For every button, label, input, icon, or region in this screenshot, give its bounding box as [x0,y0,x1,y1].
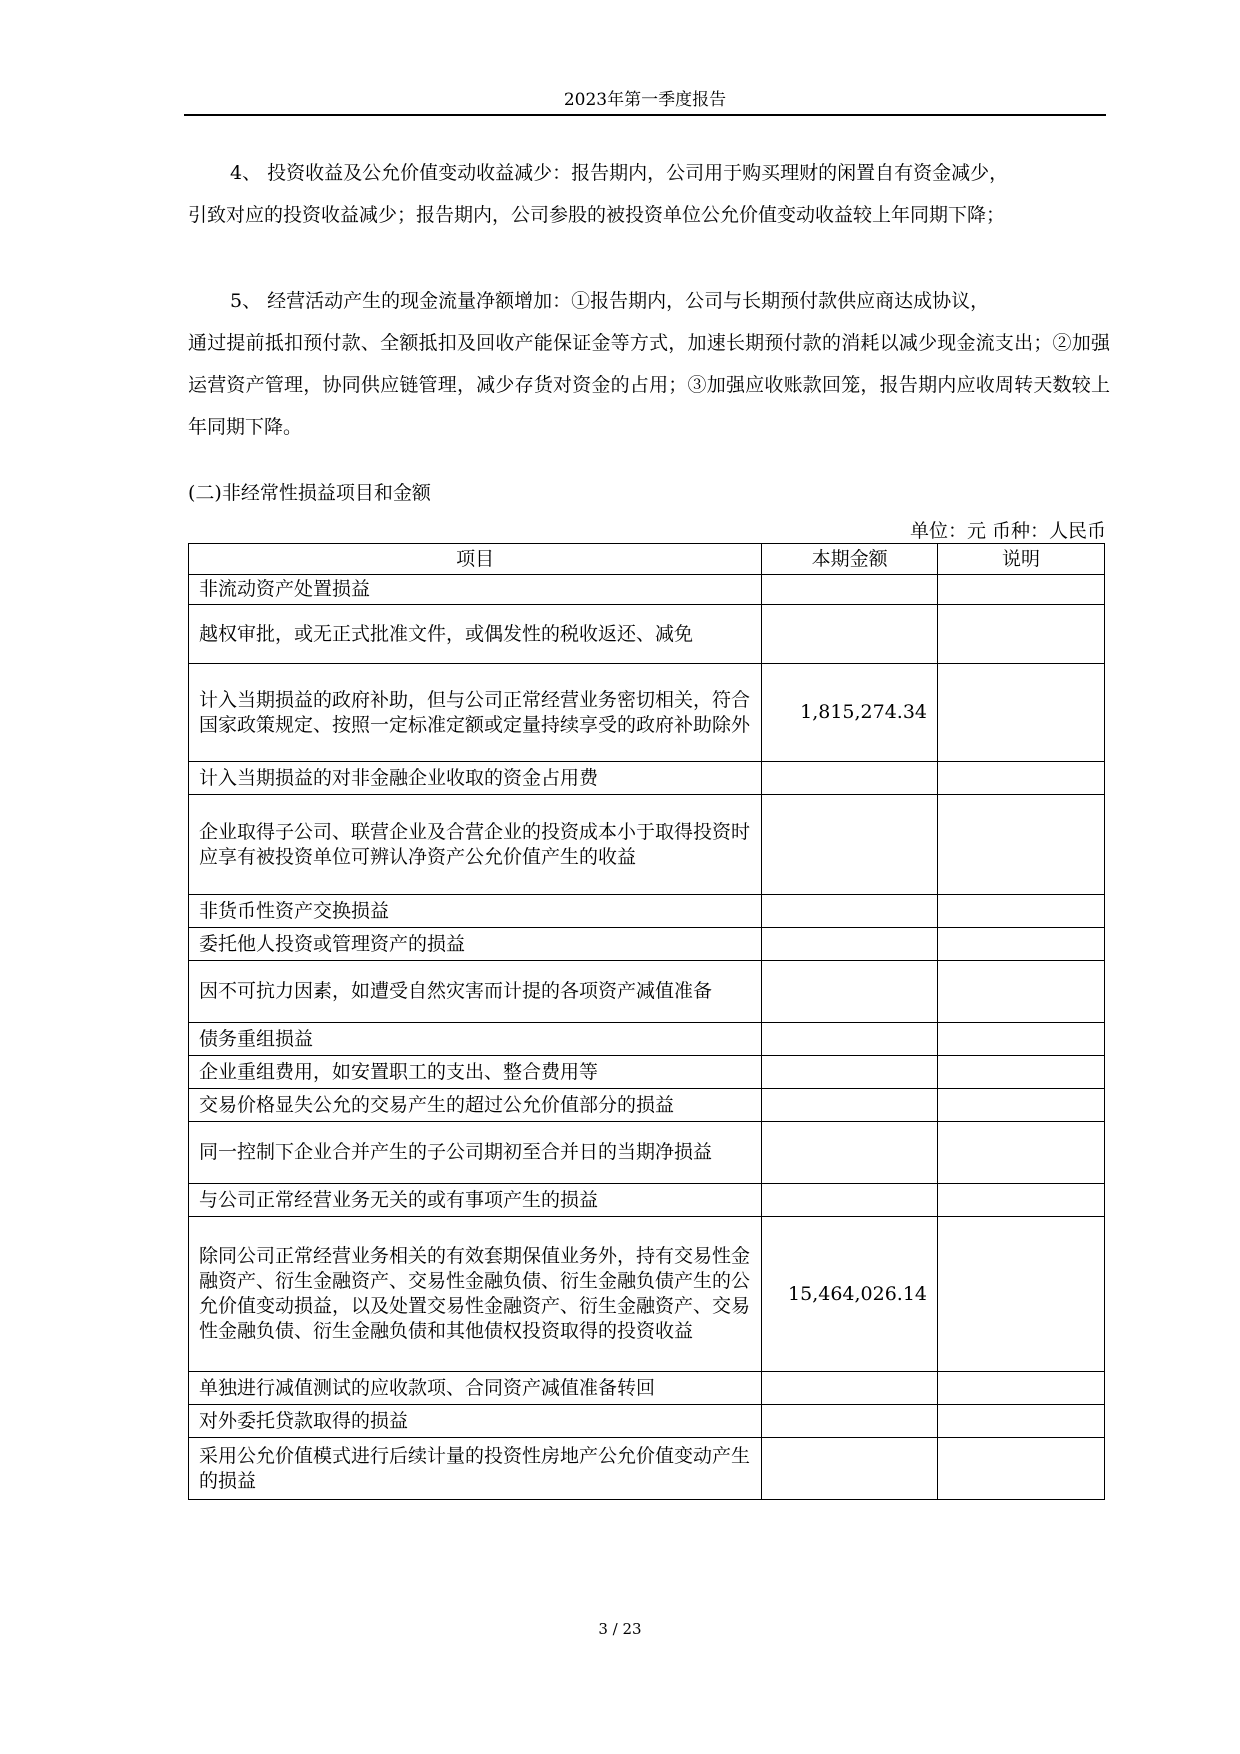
row-amount [762,1372,938,1405]
row-amount [762,1122,938,1184]
row-item: 计入当期损益的政府补助，但与公司正常经营业务密切相关，符合国家政策规定、按照一定标准定额或定量持续享受的政府补助除外 [189,664,762,762]
row-item: 单独进行减值测试的应收款项、合同资产减值准备转回 [189,1372,762,1405]
table-row [189,1089,1105,1122]
non-recurring-gains-table [188,543,1105,1500]
row-amount [762,575,938,605]
table-row [189,762,1105,795]
row-item: 除同公司正常经营业务相关的有效套期保值业务外，持有交易性金融资产、衍生金融资产、交易性金融负债、衍生金融负债产生的公允价值变动损益，以及处置交易性金融资产、衍生金融资产、交易性金融负债、衍生金融负债和其他债权投资取得的投资收益 [189,1217,762,1372]
paragraph-rest: 通过提前抵扣预付款、全额抵扣及回收产能保证金等方式，加速长期预付款的消耗以减少现金流支出；②加强运营资产管理，协同供应链管理，减少存货对资金的占用；③加强应收账款回笼，报告期内应收周转天数较上年同期下降。 [188,332,1110,438]
row-amount [762,1023,938,1056]
row-amount [762,605,938,664]
table-row [189,1438,1105,1500]
table-row [189,1184,1105,1217]
row-item: 企业重组费用，如安置职工的支出、整合费用等 [189,1056,762,1089]
table-row [189,1023,1105,1056]
table-row [189,664,1105,762]
row-note [938,1056,1105,1089]
row-amount [762,762,938,795]
unit-currency-line: 单位：元 币种：人民币 [909,520,1106,542]
table-row [189,795,1105,895]
paragraph-lead: 4、 投资收益及公允价值变动收益减少：报告期内，公司用于购买理财的闲置自有资金减少， [230,162,1009,184]
table-row [189,961,1105,1023]
row-note [938,1372,1105,1405]
row-note [938,1089,1105,1122]
row-note [938,664,1105,762]
row-amount: 15,464,026.14 [762,1217,938,1372]
row-amount [762,795,938,895]
table-row [189,895,1105,928]
table-row [189,1122,1105,1184]
row-amount [762,1405,938,1438]
row-note [938,1122,1105,1184]
page-number: 3 / 23 [598,1620,642,1638]
row-amount [762,1184,938,1217]
row-item: 债务重组损益 [189,1023,762,1056]
row-amount [762,895,938,928]
row-item: 委托他人投资或管理资产的损益 [189,928,762,961]
row-amount [762,1089,938,1122]
column-header-amount: 本期金额 [762,544,938,575]
paragraph-investment-income [188,152,1110,236]
row-item: 非货币性资产交换损益 [189,895,762,928]
column-header-note: 说明 [938,544,1105,575]
header-rule [184,114,1106,116]
table-row [189,1217,1105,1372]
table-row [189,1056,1105,1089]
row-amount: 1,815,274.34 [762,664,938,762]
row-item: 越权审批，或无正式批准文件，或偶发性的税收返还、减免 [189,605,762,664]
row-item: 同一控制下企业合并产生的子公司期初至合并日的当期净损益 [189,1122,762,1184]
table-row [189,605,1105,664]
row-note [938,575,1105,605]
table-row [189,928,1105,961]
row-item: 企业取得子公司、联营企业及合营企业的投资成本小于取得投资时应享有被投资单位可辨认净资产公允价值产生的收益 [189,795,762,895]
row-note [938,762,1105,795]
row-note [938,895,1105,928]
table-row [189,1372,1105,1405]
row-item: 因不可抗力因素，如遭受自然灾害而计提的各项资产减值准备 [189,961,762,1023]
row-amount [762,1438,938,1500]
row-item: 采用公允价值模式进行后续计量的投资性房地产公允价值变动产生的损益 [189,1438,762,1500]
row-note [938,1023,1105,1056]
row-note [938,605,1105,664]
row-item: 非流动资产处置损益 [189,575,762,605]
row-amount [762,1056,938,1089]
column-header-item: 项目 [189,544,762,575]
row-item: 交易价格显失公允的交易产生的超过公允价值部分的损益 [189,1089,762,1122]
row-item: 与公司正常经营业务无关的或有事项产生的损益 [189,1184,762,1217]
row-item: 对外委托贷款取得的损益 [189,1405,762,1438]
report-header-title: 2023年第一季度报告 [563,90,727,110]
row-note [938,1438,1105,1500]
paragraph-lead: 5、 经营活动产生的现金流量净额增加：①报告期内，公司与长期预付款供应商达成协议， [230,290,990,312]
row-note [938,795,1105,895]
table-row [189,1405,1105,1438]
table-header-row [189,544,1105,575]
section-title: (二)非经常性损益项目和金额 [188,482,431,504]
row-note [938,1405,1105,1438]
paragraph-rest: 引致对应的投资收益减少；报告期内，公司参股的被投资单位公允价值变动收益较上年同期下降； [188,204,1006,226]
row-note [938,1184,1105,1217]
row-amount [762,928,938,961]
row-note [938,1217,1105,1372]
row-note [938,961,1105,1023]
row-amount [762,961,938,1023]
row-note [938,928,1105,961]
paragraph-operating-cash-flow [188,280,1110,448]
row-item: 计入当期损益的对非金融企业收取的资金占用费 [189,762,762,795]
table-row [189,575,1105,605]
